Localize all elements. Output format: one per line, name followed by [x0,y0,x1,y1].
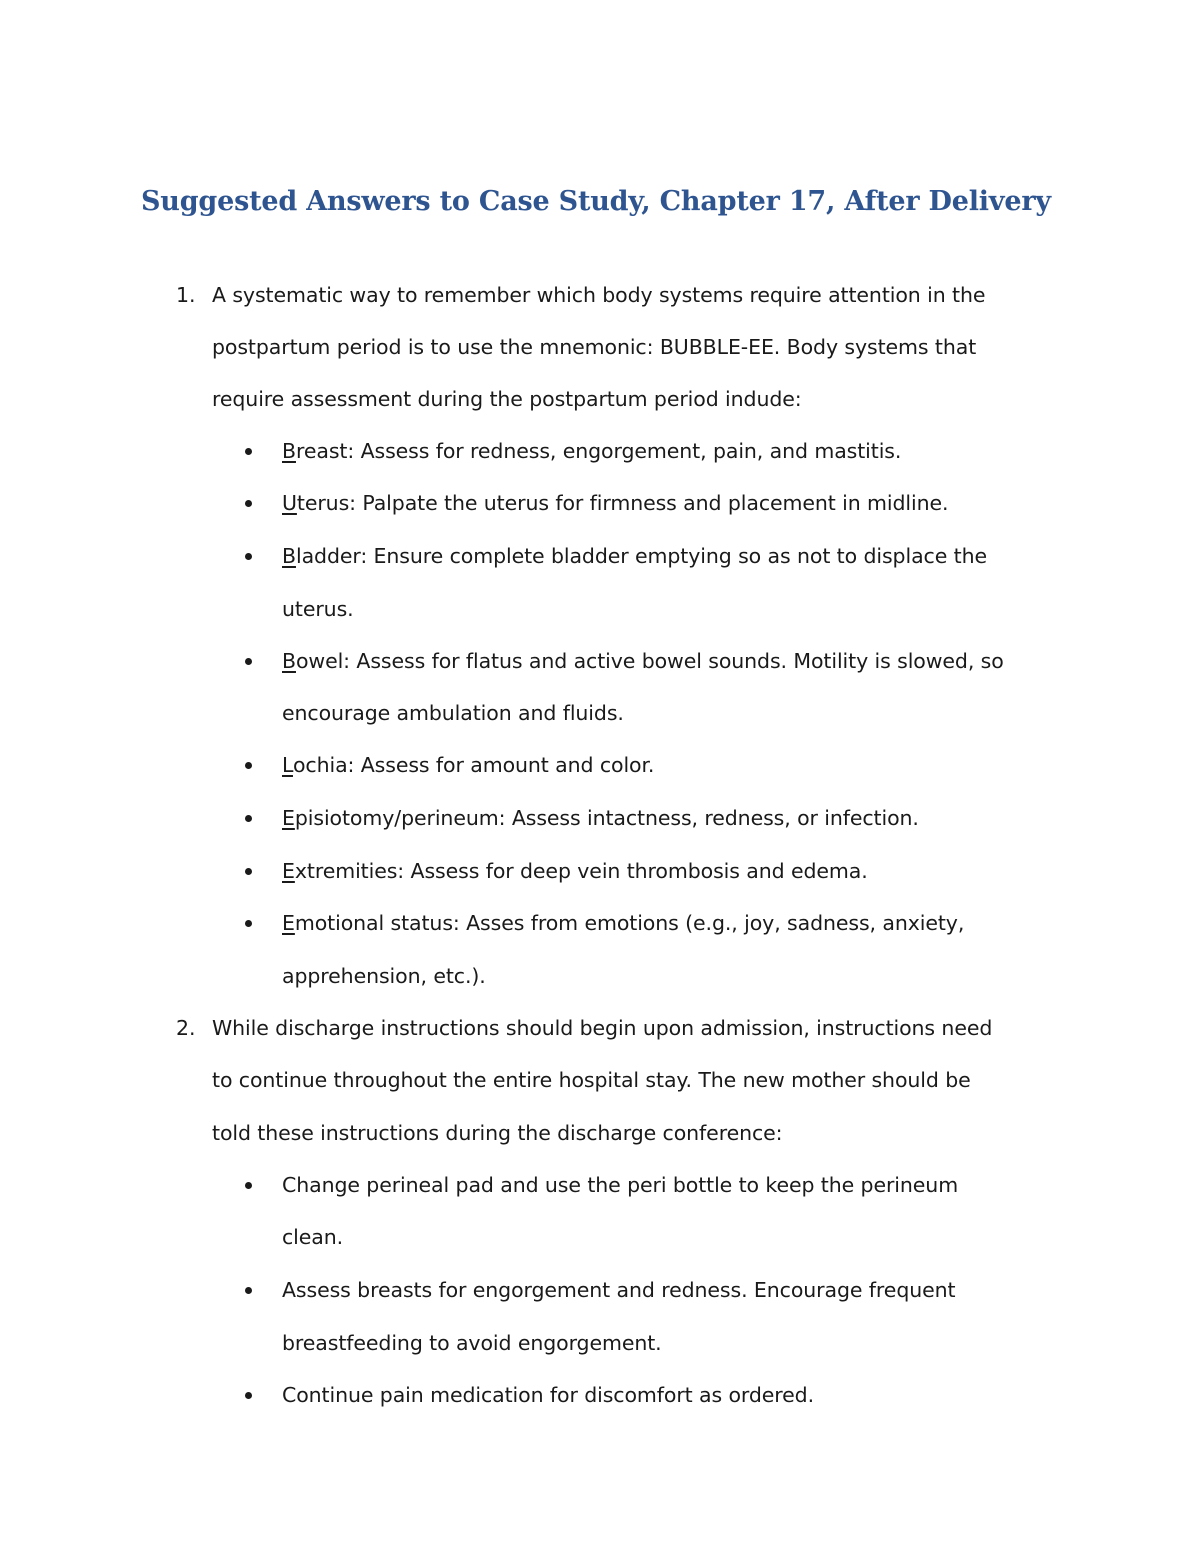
document-title: Suggested Answers to Case Study, Chapter 17, After Delivery [141,186,1051,217]
paragraph-line: require assessment during the postpartum period indude: [212,387,802,411]
mnemonic-letter: L [282,753,293,777]
mnemonic-letter: B [282,544,296,568]
list-item-text: clean. [282,1225,344,1249]
list-item-text: breastfeeding to avoid engorgement. [282,1331,662,1355]
list-item-text: reast: Assess for redness, engorgement, pain, and mastitis. [295,439,902,463]
bullet-icon [245,868,252,875]
paragraph-line: While discharge instructions should begin upon admission, instructions need [212,1016,993,1040]
bullet-icon [245,500,252,507]
paragraph-line: told these instructions during the discharge conference: [212,1121,783,1145]
list-item [282,857,868,885]
list-item-text: apprehension, etc.). [282,964,486,988]
bullet-icon [245,1287,252,1294]
list-item-text: owel: Assess for flatus and active bowel sounds. Motility is slowed, so [295,649,1004,673]
bullet-icon [245,448,252,455]
list-item-text: Assess breasts for engorgement and redness. Encourage frequent [282,1278,956,1302]
list-item-text: motional status: Asses from emotions (e.g., joy, sadness, anxiety, [294,911,965,935]
list-item-text: Change perineal pad and use the peri bottle to keep the perineum [282,1173,959,1197]
list-item [282,437,901,465]
bullet-icon [245,658,252,665]
list-item-text: uterus. [282,597,354,621]
list-item [282,909,964,937]
list-item-text: ladder: Ensure complete bladder emptying so as not to displace the [295,544,987,568]
list-item [282,542,987,570]
mnemonic-letter: B [282,649,296,673]
bullet-icon [245,815,252,822]
mnemonic-letter: E [282,859,295,883]
paragraph-line: to continue throughout the entire hospital stay. The new mother should be [212,1068,971,1092]
bullet-icon [245,1182,252,1189]
paragraph-line: A systematic way to remember which body systems require attention in the [212,283,986,307]
list-item-text: xtremities: Assess for deep vein thrombosis and edema. [294,859,868,883]
mnemonic-letter: B [282,439,296,463]
list-item-text: Continue pain medication for discomfort as ordered. [282,1383,815,1407]
list-item [282,804,919,832]
list-item-text: encourage ambulation and fluids. [282,701,624,725]
list-item-text: pisiotomy/perineum: Assess intactness, redness, or infection. [294,806,919,830]
mnemonic-letter: E [282,806,295,830]
mnemonic-letter: E [282,911,295,935]
paragraph-line: postpartum period is to use the mnemonic: BUBBLE-EE. Body systems that [212,335,977,359]
mnemonic-letter: U [282,491,297,515]
list-item [282,647,1004,675]
list-number: 1. [176,283,196,307]
bullet-icon [245,553,252,560]
bullet-icon [245,1392,252,1399]
list-item-text: ochia: Assess for amount and color. [292,753,655,777]
bullet-icon [245,762,252,769]
list-item [282,489,948,517]
list-item [282,751,654,779]
list-item-text: terus: Palpate the uterus for firmness and placement in midline. [296,491,949,515]
list-number: 2. [176,1016,196,1040]
bullet-icon [245,920,252,927]
